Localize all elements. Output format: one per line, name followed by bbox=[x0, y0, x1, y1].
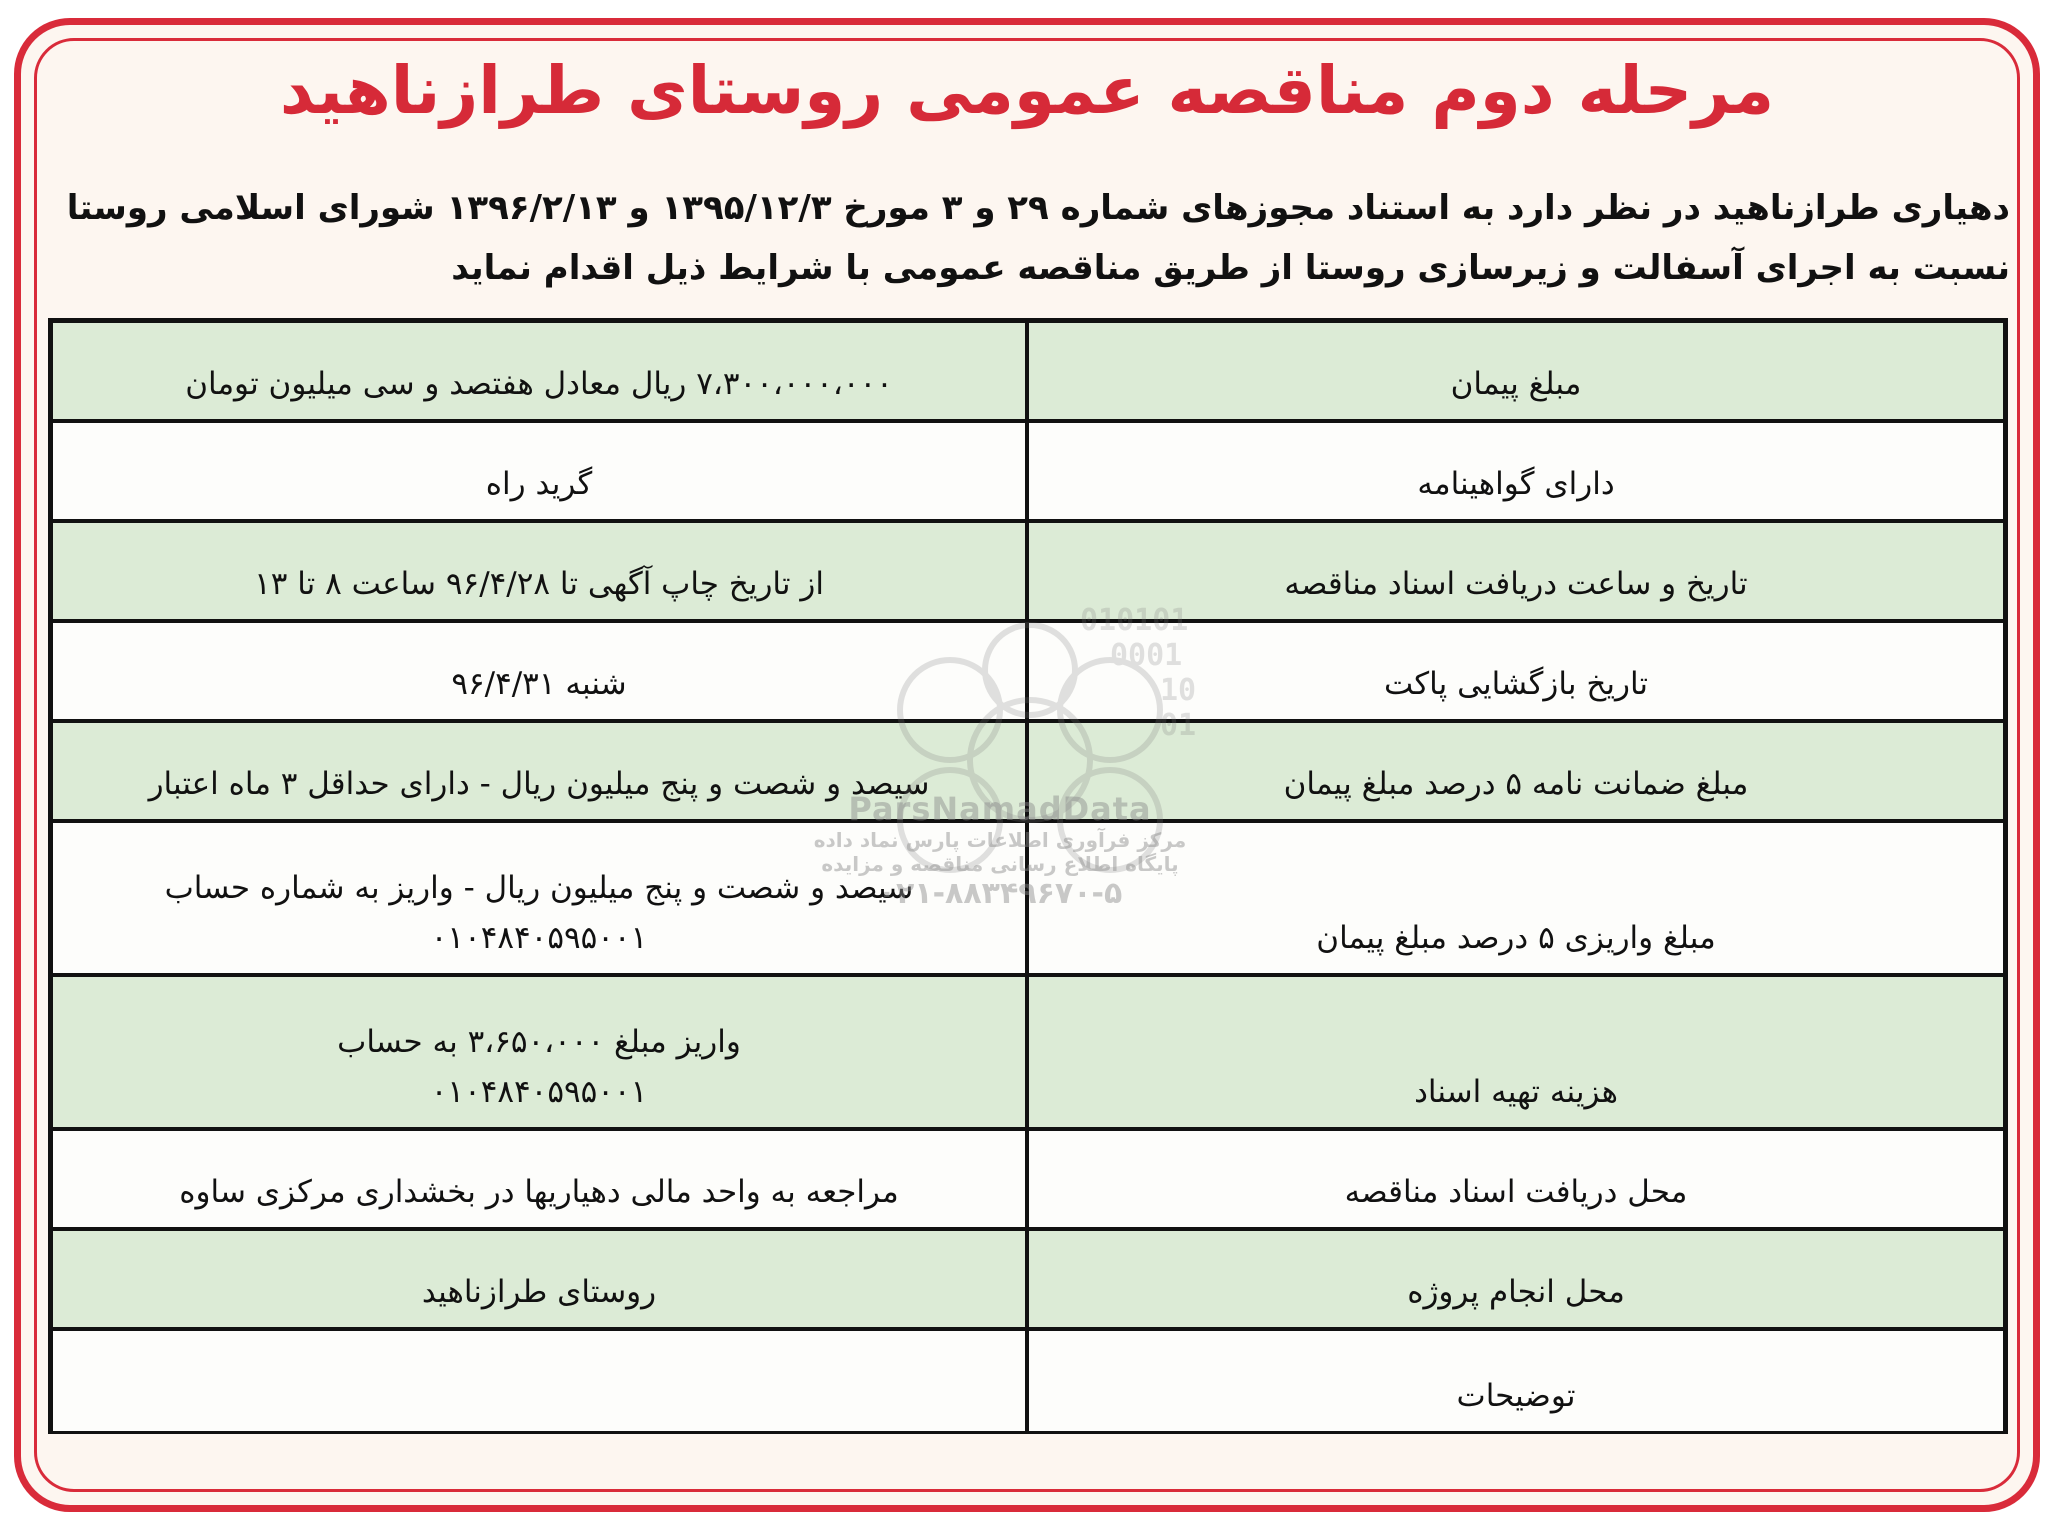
row-label: مبلغ واریزی ۵ درصد مبلغ پیمان bbox=[1025, 823, 2003, 973]
table-row bbox=[53, 977, 2003, 1131]
row-value-line: مراجعه به واحد مالی دهیاریها در بخشداری مرکزی ساوه bbox=[179, 1174, 899, 1210]
row-value bbox=[53, 523, 1025, 619]
watermark-brand: ParsNamadData bbox=[848, 790, 1152, 828]
row-value bbox=[53, 823, 1025, 973]
table-row bbox=[53, 323, 2003, 423]
row-value-line: ۰۱۰۴۸۴۰۵۹۵۰۰۱ bbox=[430, 1074, 648, 1110]
watermark-line-2: پایگاه اطلاع رسانی مناقصه و مزایده bbox=[821, 852, 1179, 876]
row-value-line: واریز مبلغ ۳،۶۵۰،۰۰۰ به حساب bbox=[337, 1024, 741, 1060]
intro-paragraph: دهیاری طرازناهید در نظر دارد به استناد مجوزهای شماره ۲۹ و ۳ مورخ ۱۳۹۵/۱۲/۳ و ۱۳۹۶/۲/۱۳ شورای اسلامی روستا نسبت به اجرای آسفالت و زیرسازی روستا از طریق مناقصه عمومی با شرایط ذیل اقدام نماید bbox=[66, 188, 2010, 288]
svg-text:0001: 0001 bbox=[1110, 638, 1183, 673]
row-label: محل دریافت اسناد مناقصه bbox=[1025, 1131, 2003, 1227]
row-value bbox=[53, 623, 1025, 719]
row-value-line: سیصد و شصت و پنج میلیون ریال - دارای حداقل ۳ ماه اعتبار bbox=[148, 766, 930, 802]
watermark-phone: ۰۲۱-۸۸۳۴۹۶۷۰-۵ bbox=[877, 876, 1123, 911]
table-row bbox=[53, 1331, 2003, 1431]
table-row bbox=[53, 623, 2003, 723]
row-value bbox=[53, 1231, 1025, 1327]
svg-text:01: 01 bbox=[1160, 708, 1197, 743]
row-value bbox=[53, 1131, 1025, 1227]
row-label: مبلغ پیمان bbox=[1025, 323, 2003, 419]
row-value-line: از تاریخ چاپ آگهی تا ۹۶/۴/۲۸ ساعت ۸ تا ۱۳ bbox=[254, 566, 824, 602]
row-value bbox=[53, 977, 1025, 1127]
row-value-line: گرید راه bbox=[485, 466, 593, 502]
row-value-line: روستای طرازناهید bbox=[421, 1274, 657, 1310]
row-label: محل انجام پروژه bbox=[1025, 1231, 2003, 1327]
tender-table bbox=[48, 318, 2008, 1434]
row-value bbox=[53, 423, 1025, 519]
row-value-line: شنبه ۹۶/۴/۳۱ bbox=[451, 666, 627, 702]
row-label: مبلغ ضمانت نامه ۵ درصد مبلغ پیمان bbox=[1025, 723, 2003, 819]
row-label: تاریخ و ساعت دریافت اسناد مناقصه bbox=[1025, 523, 2003, 619]
table-row bbox=[53, 1231, 2003, 1331]
svg-text:010101: 010101 bbox=[1080, 603, 1189, 638]
row-label: تاریخ بازگشایی پاکت bbox=[1025, 623, 2003, 719]
row-label: دارای گواهینامه bbox=[1025, 423, 2003, 519]
row-label: هزینه تهیه اسناد bbox=[1025, 977, 2003, 1127]
row-value bbox=[53, 323, 1025, 419]
table-row bbox=[53, 423, 2003, 523]
watermark-line-1: مرکز فرآوری اطلاعات پارس نماد داده bbox=[813, 828, 1187, 852]
page-title: مرحله دوم مناقصه عمومی روستای طرازناهید bbox=[279, 52, 1775, 129]
table-row bbox=[53, 723, 2003, 823]
table-row bbox=[53, 523, 2003, 623]
row-value bbox=[53, 723, 1025, 819]
svg-text:10: 10 bbox=[1160, 673, 1197, 708]
row-label: توضیحات bbox=[1025, 1331, 2003, 1431]
row-value-line: سیصد و شصت و پنج میلیون ریال - واریز به شماره حساب bbox=[164, 870, 914, 906]
row-value bbox=[53, 1331, 1025, 1431]
row-value-line: ۷،۳۰۰،۰۰۰،۰۰۰ ریال معادل هفتصد و سی میلیون تومان bbox=[185, 366, 893, 402]
row-value-line: ۰۱۰۴۸۴۰۵۹۵۰۰۱ bbox=[430, 920, 648, 956]
table-row bbox=[53, 823, 2003, 977]
table-row bbox=[53, 1131, 2003, 1231]
